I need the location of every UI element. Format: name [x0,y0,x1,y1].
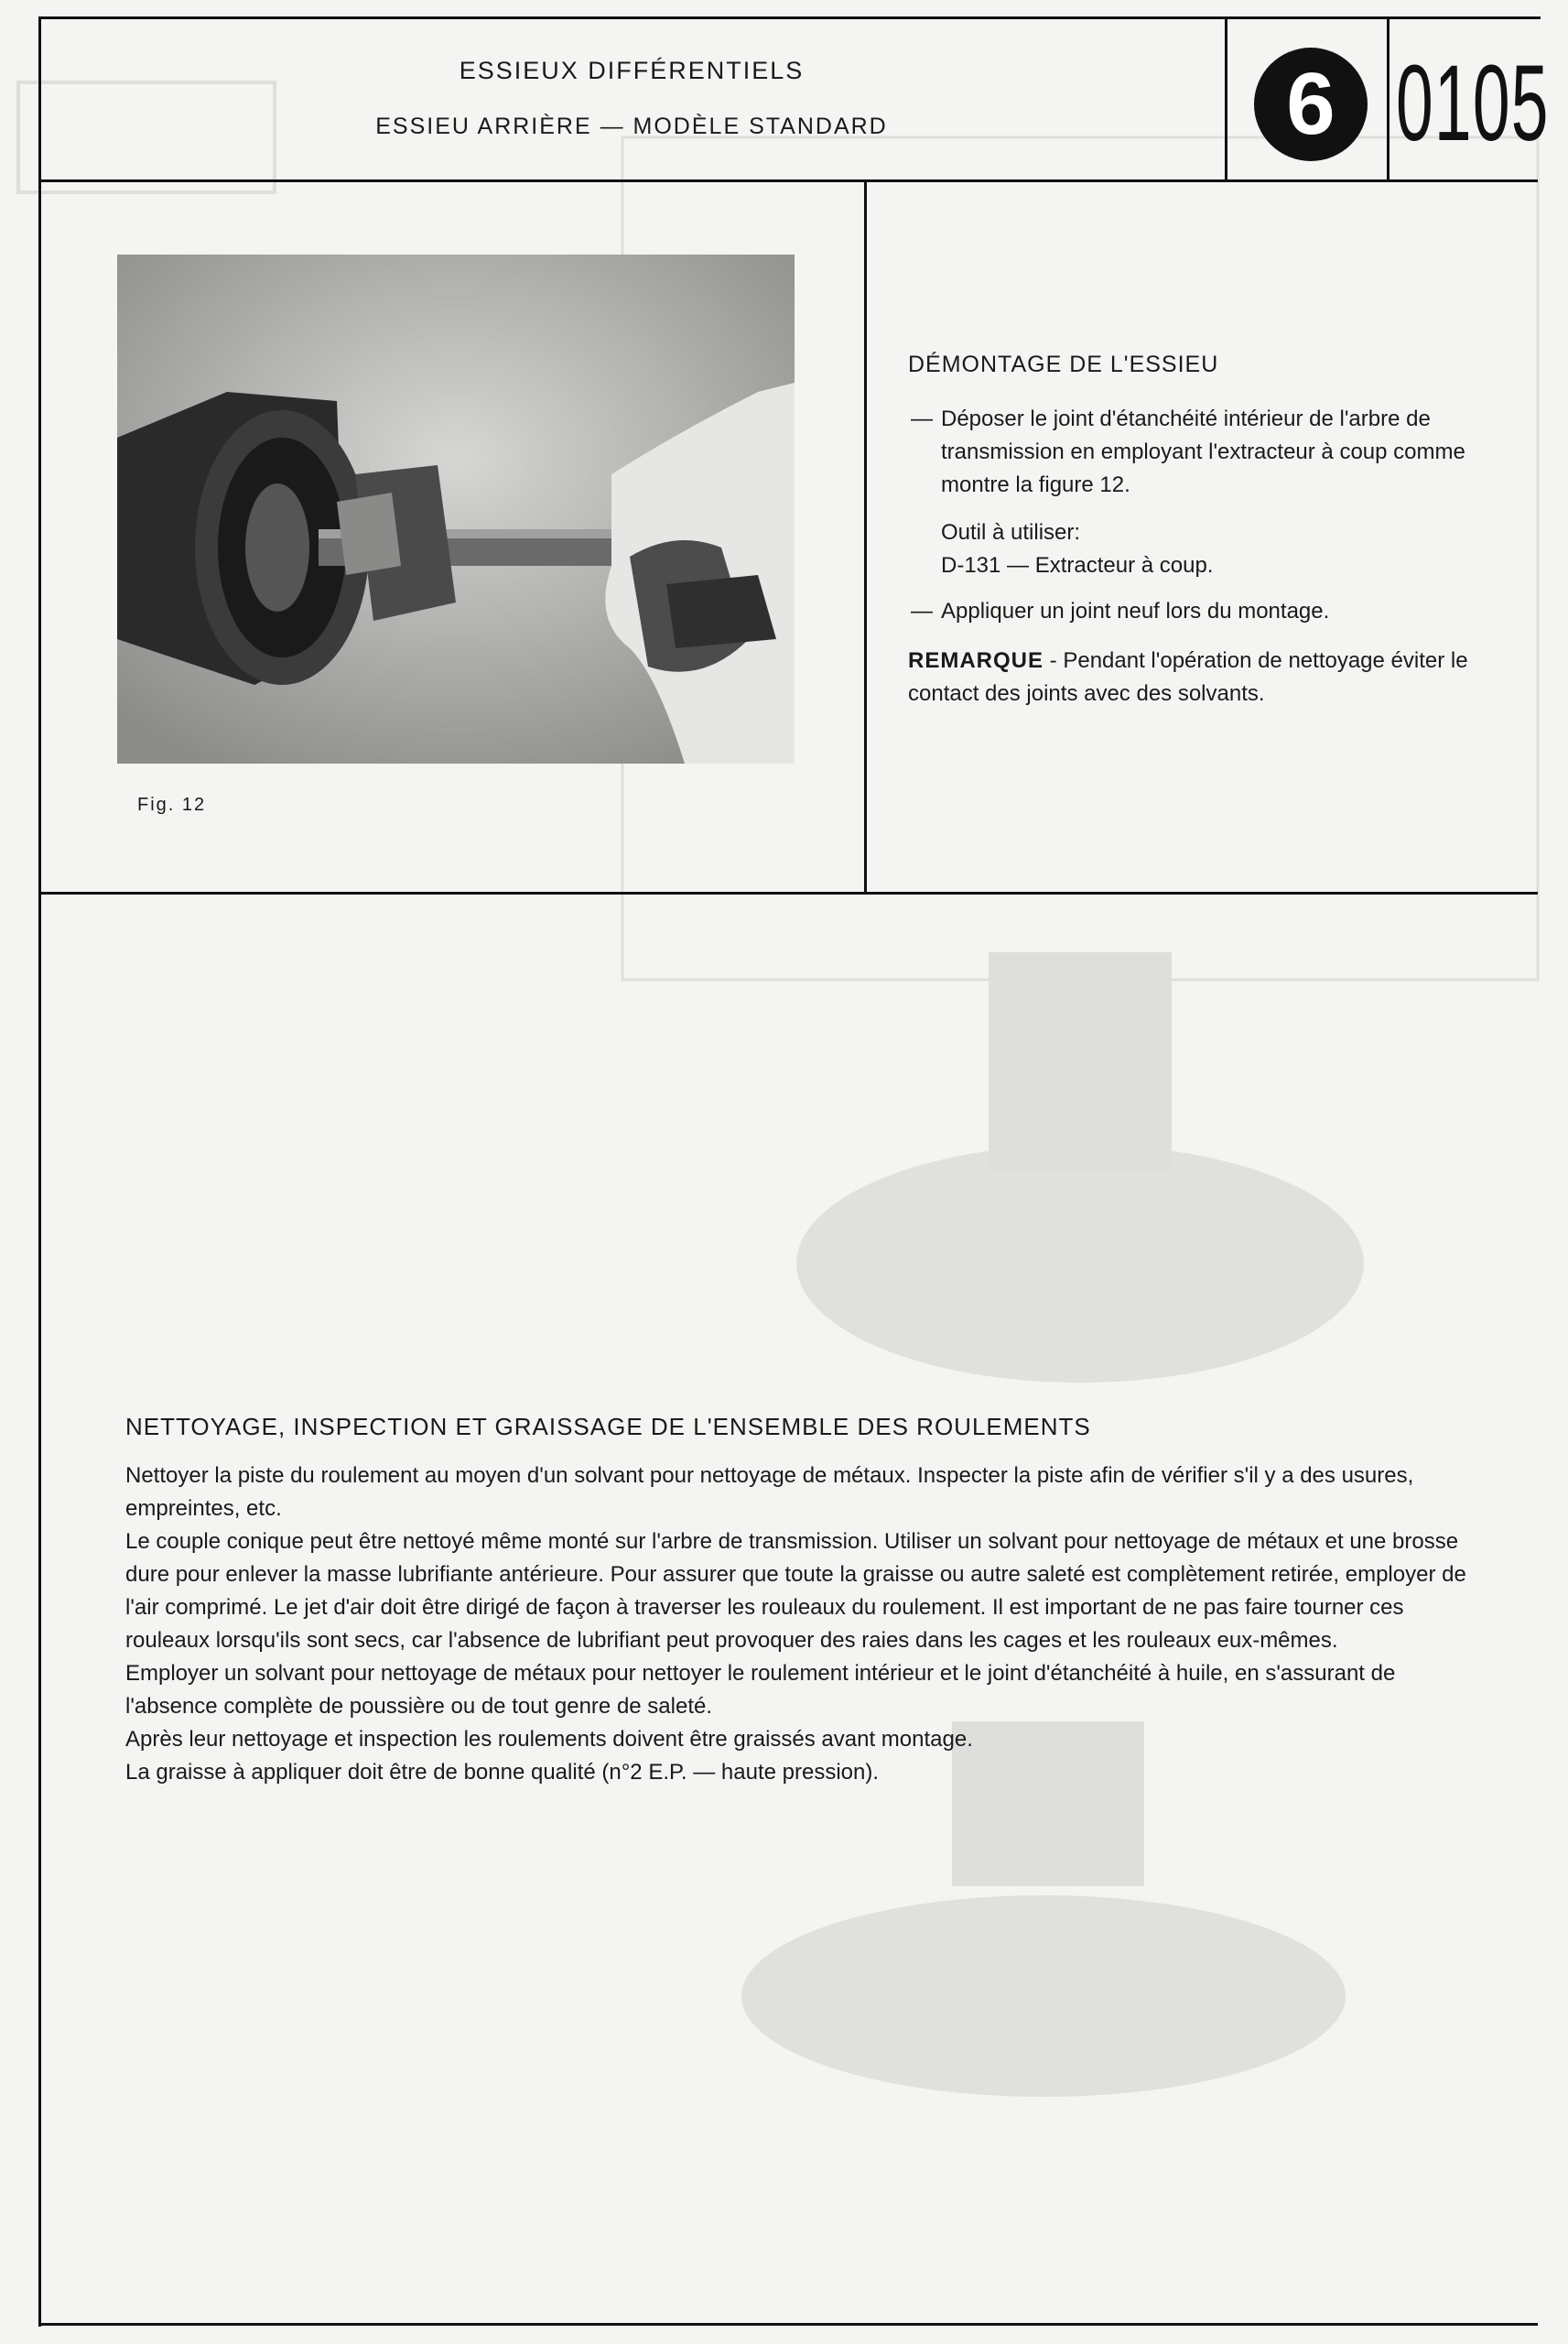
cleaning-paragraph-2: Le couple conique peut être nettoyé même monté sur l'arbre de transmission. Utiliser un solvant pour nettoyage de métaux et une brosse dure pour enlever la masse lubrifiante antérieure. Pour assurer que toute la graisse ou autre saleté est complètement retirée, employer de l'air comprimé. Le jet d'air doit être dirigé de façon à traverser les rouleaux du roulement. Il est important de ne pas faire tourner ces rouleaux lorsqu'ils sont secs, car l'absence de lubrifiant peut provoquer des raies dans les cages et les rouleaux eux-mêmes. [125,1529,1466,1653]
remark-label: REMARQUE [908,648,1044,673]
section-divider [38,892,1538,895]
tool-value: D-131 — Extracteur à coup. [941,553,1214,578]
dismantling-heading: DÉMONTAGE DE L'ESSIEU [908,352,1219,377]
figure-caption: Fig. 12 [137,795,207,815]
cleaning-body [125,1460,1471,1789]
header-title-line2: ESSIEU ARRIÈRE — MODÈLE STANDARD [375,114,888,139]
cleaning-paragraph-1: Nettoyer la piste du roulement au moyen d'un solvant pour nettoyage de métaux. Inspecter la piste afin de vérifier s'il y a des usures, empreintes, etc. [125,1463,1414,1521]
bullet-dash: — [911,407,933,431]
footer-line [38,2323,1538,2326]
puller-tool-illustration [117,255,795,764]
dismantling-step-2: Appliquer un joint neuf lors du montage. [941,599,1330,624]
column-divider [864,179,867,894]
header-box-divider-2 [1387,16,1390,181]
cleaning-paragraph-3: Employer un solvant pour nettoyage de métaux pour nettoyer le roulement intérieur et le joint d'étanchéité à huile, en s'assurant de l'absence complète de poussière ou de tout genre de saleté. [125,1661,1396,1719]
cleaning-paragraph-4: Après leur nettoyage et inspection les roulements doivent être graissés avant montage. [125,1727,973,1752]
tool-label: Outil à utiliser: [941,520,1081,545]
header-divider [38,179,1538,182]
cleaning-paragraph-5: La graisse à appliquer doit être de bonne qualité (n°2 E.P. — haute pression). [125,1760,880,1785]
header-box-divider-1 [1225,16,1227,181]
chapter-badge: 6 [1254,48,1368,161]
cleaning-heading: NETTOYAGE, INSPECTION ET GRAISSAGE DE L'ENSEMBLE DES ROULEMENTS [125,1413,1091,1440]
bullet-dash: — [911,599,933,624]
page-number: 0105 [1396,43,1550,164]
dismantling-step-1: Déposer le joint d'étanchéité intérieur de l'arbre de transmission en employant l'extracteur à coup comme montre la figure 12. [941,407,1465,497]
remark-text: - Pendant l'opération de nettoyage éviter le contact des joints avec des solvants. [908,648,1468,706]
figure-photo [117,255,795,764]
remark [908,645,1503,711]
header-title-line1: ESSIEUX DIFFÉRENTIELS [459,57,805,84]
